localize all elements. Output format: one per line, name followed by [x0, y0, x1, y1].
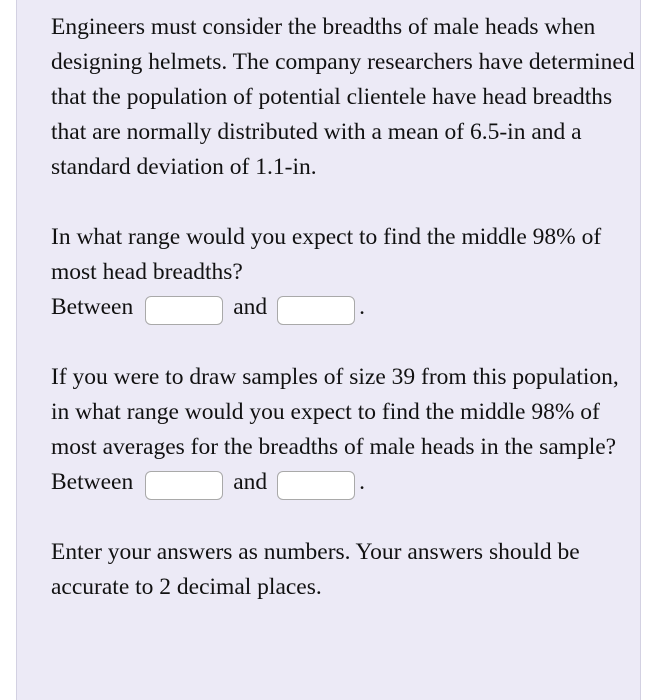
between-label-1: Between: [51, 294, 134, 320]
upper-bound-input-2[interactable]: [277, 471, 355, 500]
question-2-text: If you were to draw samples of size 39 from this population, in what range would you expect to find the middle 98% of most averages for the breadths of male heads in the sample?: [51, 364, 619, 460]
spacer: [51, 500, 641, 535]
answer-row-1: [51, 290, 641, 325]
and-label-2: and: [233, 469, 268, 495]
upper-bound-input-1[interactable]: [277, 296, 355, 325]
question-content: [51, 10, 641, 605]
period-1: .: [359, 294, 366, 320]
and-label-1: and: [233, 294, 268, 320]
question-1-text: In what range would you expect to find the middle 98% of most head breadths?: [51, 224, 602, 285]
spacer: [51, 325, 641, 360]
instructions-text: Enter your answers as numbers. Your answers should be accurate to 2 decimal places.: [51, 539, 580, 600]
problem-intro-text: Engineers must consider the breadths of male heads when designing helmets. The company researchers have determined that the population of potential clientele have head breadths that are normally distributed with a mean of 6.5-in and a standard deviation of 1.1-in.: [51, 14, 635, 180]
question-panel: [16, 0, 641, 700]
answer-row-2: [51, 465, 641, 500]
lower-bound-input-1[interactable]: [145, 296, 223, 325]
between-label-2: Between: [51, 469, 134, 495]
lower-bound-input-2[interactable]: [145, 471, 223, 500]
spacer: [51, 185, 641, 220]
period-2: .: [359, 469, 366, 495]
